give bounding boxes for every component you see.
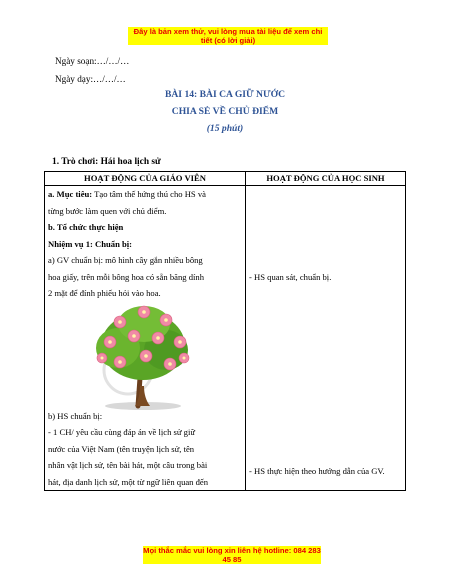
prep-a-line-3: 2 mặt để đính phiếu hỏi vào hoa.: [48, 288, 161, 298]
lesson-duration: (15 phút): [206, 123, 244, 134]
prep-b-line-3: nhân vật lịch sử, tên bài hát, một câu trong bài: [48, 460, 208, 470]
prep-b-label: b) HS chuẩn bị:: [48, 410, 103, 421]
header-teacher: HOẠT ĐỘNG CỦA GIÁO VIÊN: [45, 172, 246, 186]
prep-a-line-1: a) GV chuẩn bị: mô hình cây gắn nhiều bông: [48, 255, 203, 265]
header-student: HOẠT ĐỘNG CỦA HỌC SINH: [246, 172, 406, 186]
hotline-banner-bottom: Mọi thắc mắc vui lòng xin liên hệ hotline: 084 283 45 85: [143, 546, 321, 564]
organization-label: b. Tổ chức thực hiện: [48, 222, 124, 232]
section-title: 1. Trò chơi: Hái hoa lịch sử: [52, 157, 161, 167]
flower-tree-icon: [48, 298, 238, 413]
prep-b-line-4: hát, địa danh lịch sử, một từ ngữ liên quan đến: [48, 476, 209, 487]
flower-tree-illustration: [48, 302, 242, 402]
lesson-title: BÀI 14: BÀI CA GIỮ NƯỚC: [164, 89, 285, 100]
preview-banner-top: Đây là bản xem thử, vui lòng mua tài liệu để xem chi tiết (có lời giải): [128, 27, 328, 45]
prep-a-line-2: hoa giấy, trên mỗi bông hoa có sẵn băng dính: [48, 271, 205, 282]
task-label: Nhiệm vụ 1: Chuẩn bị:: [48, 238, 133, 249]
goal-text-2: từng bước làm quen với chủ điểm.: [48, 205, 167, 216]
prep-b-line-1: - 1 CH/ yêu cầu cùng đáp án về lịch sử giữ: [48, 427, 196, 437]
activity-table: [44, 171, 406, 491]
goal-line: [48, 186, 242, 203]
teacher-cell: [45, 186, 246, 491]
teach-date: Ngày dạy:…/…/…: [55, 74, 126, 84]
student-cell: [246, 186, 406, 491]
goal-text: Tạo tâm thế hứng thú cho HS và: [92, 189, 206, 199]
goal-label: a. Mục tiêu:: [48, 189, 93, 199]
student-note-1: - HS quan sát, chuẩn bị.: [249, 272, 332, 282]
student-note-2: - HS thực hiện theo hướng dẫn của GV.: [249, 466, 385, 476]
lesson-subtitle: CHIA SẺ VỀ CHỦ ĐIỂM: [171, 106, 279, 117]
table-header-row: [45, 172, 406, 186]
table-row: [45, 186, 406, 491]
prep-date: Ngày soạn:…/…/…: [55, 56, 130, 66]
prep-b-line-2: nước của Việt Nam (tên truyện lịch sử, tên: [48, 443, 195, 454]
